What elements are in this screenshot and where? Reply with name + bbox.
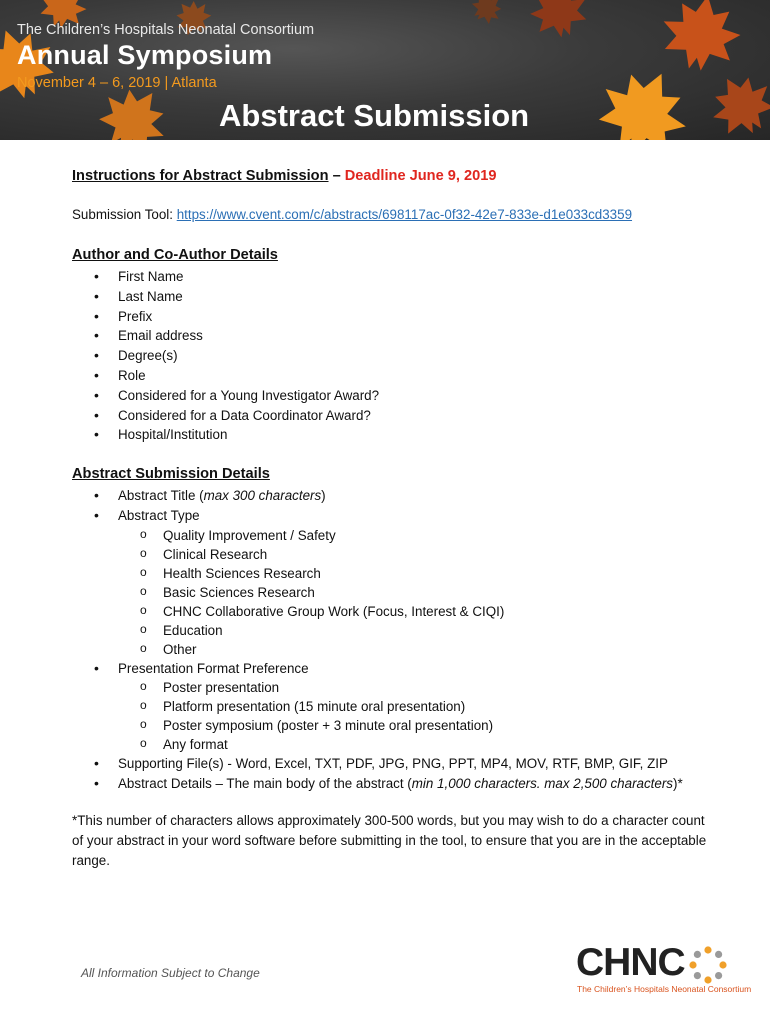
instructions-separator: – (328, 168, 345, 184)
abstract-type-option: o Education (72, 621, 712, 640)
abstract-title-end: ) (321, 488, 326, 503)
list-item: • Considered for a Young Investigator Award? (72, 386, 712, 406)
abstract-details-item (72, 774, 712, 794)
abstract-type-item: • Abstract Type (72, 506, 712, 526)
instructions-heading (72, 168, 496, 184)
presentation-format-option: o Platform presentation (15 minute oral presentation) (72, 697, 712, 716)
header-banner (0, 0, 770, 140)
abstract-details-list (72, 486, 712, 794)
submission-tool-label: Submission Tool: (72, 207, 177, 222)
abstract-details-end: )* (673, 776, 683, 792)
abstract-type-option: o Basic Sciences Research (72, 583, 712, 602)
list-item: • Email address (72, 326, 712, 346)
character-count-footnote: *This number of characters allows approximately 300-500 words, but you may wish to do a character count of your abstract in your word software before submitting in the tool, to ensure that you are in the acceptable range. (72, 813, 707, 868)
page-title: Abstract Submission (219, 98, 530, 133)
abstract-section-title: Abstract Submission Details (72, 466, 270, 482)
abstract-type-option: o CHNC Collaborative Group Work (Focus, Interest & CIQI) (72, 602, 712, 621)
list-item: • Last Name (72, 287, 712, 307)
list-item: • Hospital/Institution (72, 425, 712, 445)
disclaimer: All Information Subject to Change (81, 966, 260, 980)
abstract-title-label: Abstract Title ( (118, 488, 204, 503)
list-item: • Considered for a Data Coordinator Award? (72, 406, 712, 426)
event-date-location: November 4 – 6, 2019 | Atlanta (17, 75, 217, 91)
abstract-details-label: Abstract Details – The main body of the abstract ( (118, 776, 412, 792)
logo-circles-icon (688, 945, 728, 985)
abstract-details-note: min 1,000 characters. max 2,500 characters (411, 776, 673, 792)
list-item: • Role (72, 366, 712, 386)
list-item: • First Name (72, 267, 712, 287)
logo-text: CHNC (576, 941, 685, 984)
instructions-label: Instructions for Abstract Submission (72, 168, 329, 184)
organization-name: The Children’s Hospitals Neonatal Consortium (17, 22, 315, 38)
abstract-type-option: o Quality Improvement / Safety (72, 526, 712, 545)
author-details-list (72, 267, 712, 445)
submission-tool-line (72, 207, 632, 222)
abstract-type-option: o Other (72, 640, 712, 659)
presentation-format-item: • Presentation Format Preference (72, 659, 712, 679)
list-item: • Degree(s) (72, 346, 712, 366)
presentation-format-option: o Poster presentation (72, 678, 712, 697)
presentation-format-option: o Any format (72, 735, 712, 754)
event-title: Annual Symposium (17, 40, 273, 70)
abstract-title-item (72, 486, 712, 506)
supporting-files-item: • Supporting File(s) - Word, Excel, TXT, PDF, JPG, PNG, PPT, MP4, MOV, RTF, BMP, GIF, ZIP (72, 754, 712, 774)
author-section-title: Author and Co-Author Details (72, 247, 278, 263)
abstract-type-option: o Clinical Research (72, 545, 712, 564)
abstract-title-note: max 300 characters (203, 488, 322, 503)
list-item: • Prefix (72, 307, 712, 327)
submission-tool-link[interactable]: https://www.cvent.com/c/abstracts/698117ac-0f32-42e7-833e-d1e033cd3359 (176, 207, 633, 222)
abstract-type-option: o Health Sciences Research (72, 564, 712, 583)
logo-subtitle: The Children’s Hospitals Neonatal Consortium (577, 984, 752, 994)
presentation-format-option: o Poster symposium (poster + 3 minute oral presentation) (72, 716, 712, 735)
chnc-logo (576, 941, 756, 1001)
deadline-text: Deadline June 9, 2019 (344, 168, 497, 184)
